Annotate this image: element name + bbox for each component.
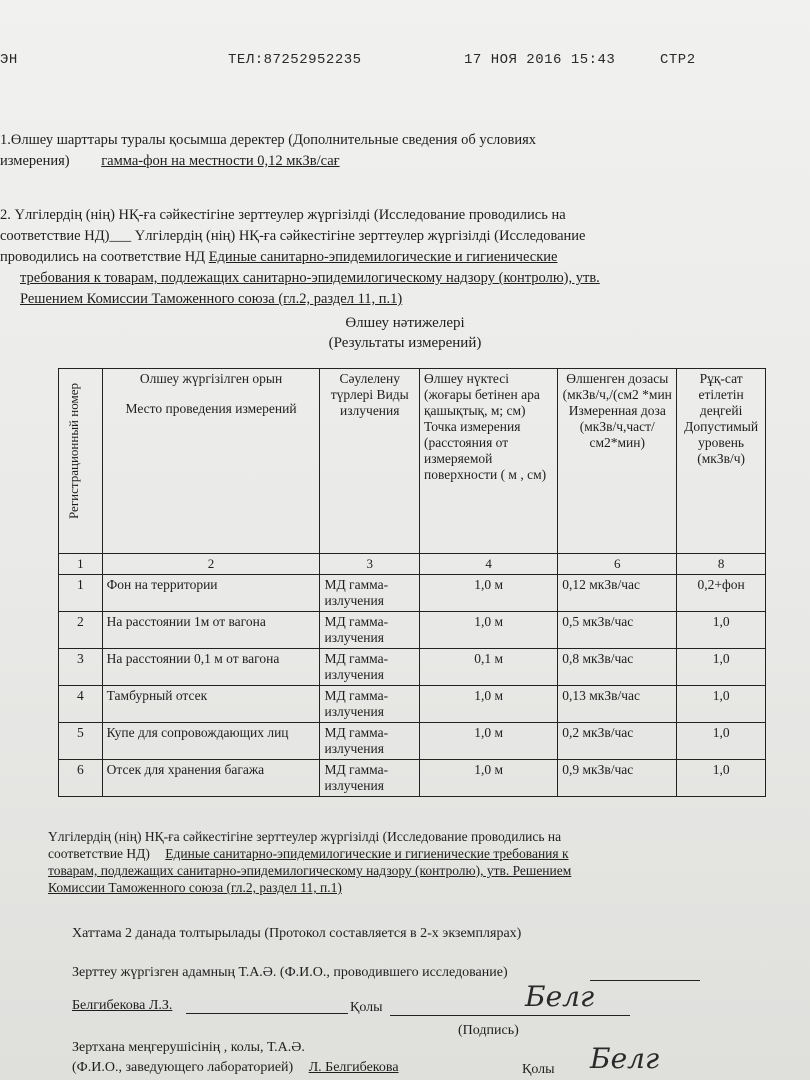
results-title-ru: (Результаты измерений)	[328, 335, 482, 351]
protocol-copies-note: Хаттама 2 данада толтырылады (Протокол составляется в 2-х экземплярах)	[72, 926, 522, 941]
researcher-sign-caption: (Подпись)	[458, 1023, 519, 1038]
table-row: 5 Купе для сопровождающих лиц МД гамма-излучения 1,0 м 0,2 мкЗв/час 1,0	[59, 723, 766, 760]
footer-nd-line-1: Үлгілердің (нің) НҚ-ға сәйкестігіне зерттеулер жүргізілді (Исследование проводились на	[48, 829, 562, 844]
researcher-sign-label: Қолы	[350, 1000, 383, 1015]
header-measured-dose: Өлшенген дозасы (мкЗв/ч,/(см2 *мин Измеренная доза (мкЗв/ч,част/ см2*мин)	[558, 369, 677, 554]
section-1-line-2: измерения) гамма-фон на местности 0,12 мкЗв/сағ	[0, 153, 340, 169]
researcher-signature: Белг	[525, 980, 595, 1013]
lab-head-name: Л. Белгибекова	[308, 1060, 399, 1075]
header-reg-number: Регистрационный номер	[59, 369, 103, 554]
researcher-sign-underline	[390, 1015, 630, 1016]
header-allowed-level: Рұқ-сат етілетін деңгейі Допустимый уровень (мкЗв/ч)	[677, 369, 766, 554]
researcher-name-underline	[186, 1013, 348, 1014]
table-row: 1 Фон на территории МД гамма-излучения 1,0 м 0,12 мкЗв/час 0,2+фон	[59, 575, 766, 612]
results-title-kz: Өлшеу нәтижелері	[345, 315, 465, 331]
table-row: 4 Тамбурный отсек МД гамма-излучения 1,0 м 0,13 мкЗв/час 1,0	[59, 686, 766, 723]
section-2	[0, 205, 800, 310]
table-row: 6 Отсек для хранения багажа МД гамма-излучения 1,0 м 0,9 мкЗв/час 1,0	[59, 760, 766, 797]
table-header-row	[59, 369, 766, 554]
section-2-line-4: требования к товарам, подлежащих санитарно-эпидемилогическому надзору (контролю), утв.	[20, 270, 600, 286]
fax-datetime: 17 НОЯ 2016 15:43	[464, 52, 616, 68]
fax-header-left: ЭН	[0, 52, 18, 68]
table-row: 3 На расстоянии 0,1 м от вагона МД гамма-излучения 0,1 м 0,8 мкЗв/час 1,0	[59, 649, 766, 686]
lab-head-signature: Белг	[590, 1042, 660, 1075]
section-1-line-1: 1.Өлшеу шарттары туралы қосымша деректер (Дополнительные сведения об условиях	[0, 132, 537, 148]
footer-nd-line-3: товарам, подлежащих санитарно-эпидемилогическому надзору (контролю), утв. Решением	[48, 863, 572, 878]
table-row: 2 На расстоянии 1м от вагона МД гамма-излучения 1,0 м 0,5 мкЗв/час 1,0	[59, 612, 766, 649]
background-gamma-value: гамма-фон на местности 0,12 мкЗв/сағ	[101, 153, 340, 169]
researcher-label-underline	[590, 980, 700, 981]
fax-page-number: СТР2	[660, 52, 696, 68]
lab-head-sign-label: Қолы	[522, 1062, 555, 1077]
section-2-line-1: 2. Үлгілердің (нің) НҚ-ға сәйкестігіне зерттеулер жүргізілді (Исследование проводились на	[0, 207, 566, 223]
results-table	[58, 368, 766, 797]
footer-nd-line-4: Комиссии Таможенного союза (гл.2, раздел 11, п.1)	[48, 880, 342, 895]
footer-nd-line-2: соответствие НД) Единые санитарно-эпидемилогические и гигиенические требования к	[48, 846, 569, 861]
section-2-line-5: Решением Комиссии Таможенного союза (гл.2, раздел 11, п.1)	[20, 291, 403, 307]
footer-nd-block	[48, 828, 753, 896]
header-radiation-type: Сәулелену түрлері Виды излучения	[320, 369, 420, 554]
researcher-label-line: Зерттеу жүргізген адамның Т.А.Ә. (Ф.И.О., проводившего исследование)	[72, 965, 508, 980]
header-place: Олшеу жүргізілген орын Место проведения измерений	[102, 369, 320, 554]
lab-head-label: Зертхана меңгерушісінің , колы, Т.А.Ә.	[72, 1040, 305, 1055]
fax-phone: ТЕЛ:87252952235	[228, 52, 362, 68]
section-2-line-2: соответствие НД)___ Үлгілердің (нің) НҚ-ға сәйкестігіне зерттеулер жүргізілді (Исследование	[0, 228, 586, 244]
section-1	[0, 130, 800, 172]
fax-header	[0, 52, 810, 72]
researcher-name: Белгибекова Л.З.	[72, 998, 173, 1013]
section-2-line-3: проводились на соответствие НД Единые санитарно-эпидемилогические и гигиенические	[0, 249, 558, 265]
lab-head-line: (Ф.И.О., заведующего лабораторией) Л. Белгибекова	[72, 1060, 399, 1075]
column-number-row: 1 2 3 4 6 8	[59, 554, 766, 575]
header-measure-point: Өлшеу нүктесі (жоғары бетінен ара қашықтық, м; см) Точка измерения (расстояния от измеряемой поверхности ( м , см)	[420, 369, 558, 554]
